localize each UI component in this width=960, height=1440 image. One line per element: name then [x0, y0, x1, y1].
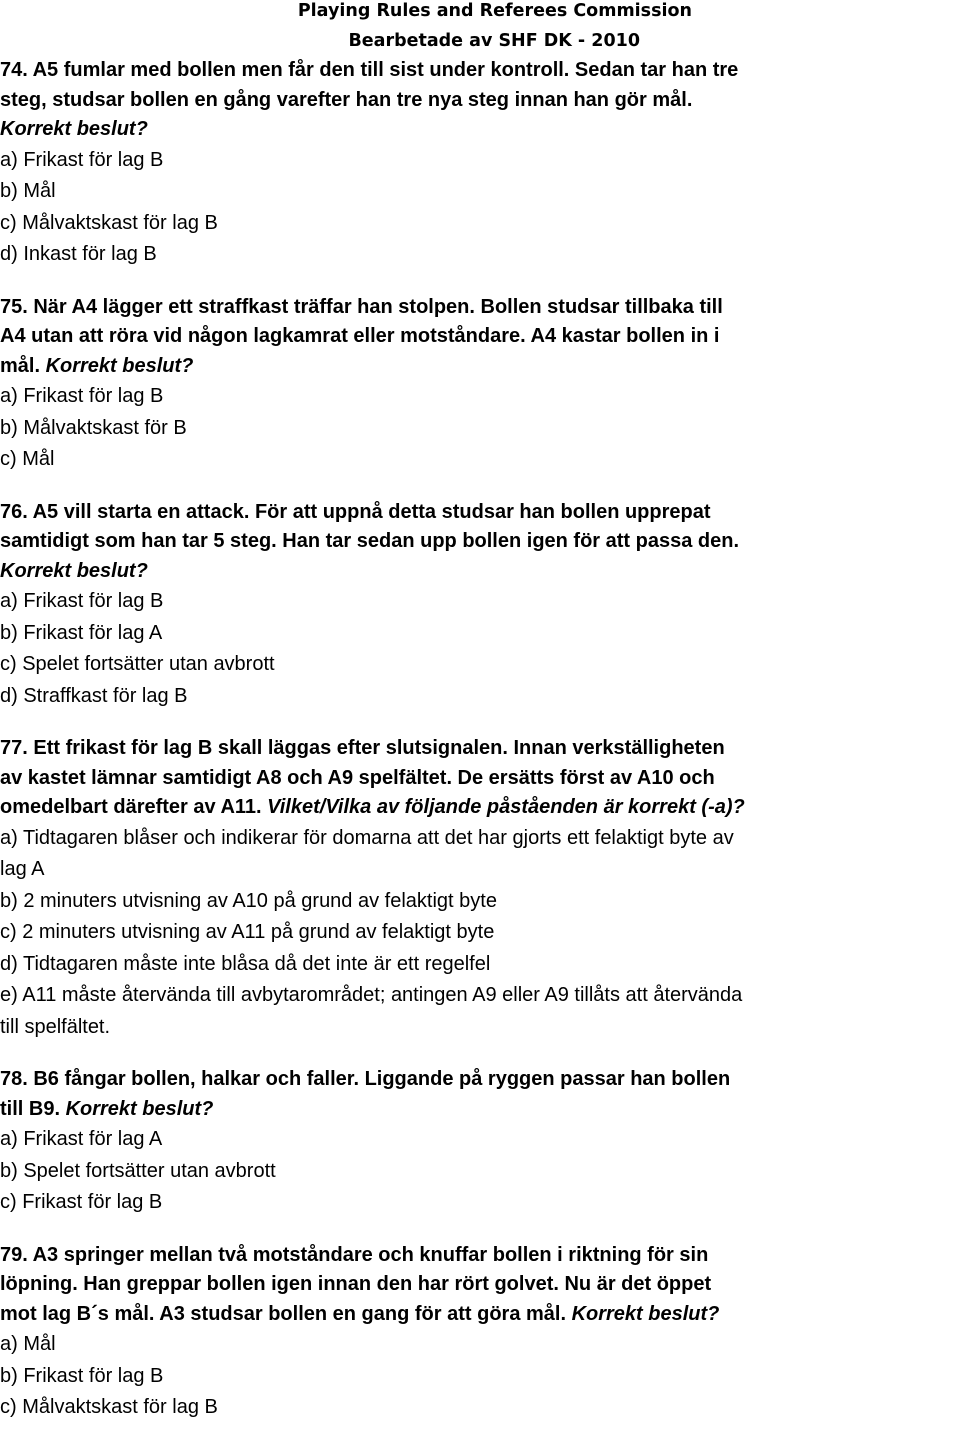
answer-option: b) Frikast för lag A: [0, 621, 163, 644]
question-text: löpning. Han greppar bollen igen innan den har rört golvet. Nu är det öppet: [0, 1273, 712, 1295]
question-text: steg, studsar bollen en gång varefter han tre nya steg innan han gör mål.: [0, 88, 693, 111]
question-text: 76. A5 vill starta en attack. För att uppnå detta studsar han bollen upprepat: [0, 500, 711, 523]
answer-option: b) Spelet fortsätter utan avbrott: [0, 1159, 276, 1182]
question-prompt: Korrekt beslut?: [0, 118, 148, 140]
answer-option: a) Frikast för lag B: [0, 148, 164, 171]
answer-option: c) Spelet fortsätter utan avbrott: [0, 653, 275, 675]
question-text-line: [0, 1095, 960, 1125]
answer-option: c) Mål: [0, 448, 55, 470]
question-text: 78. B6 fångar bollen, halkar och faller. Liggande på ryggen passar han bollen: [0, 1068, 731, 1090]
answer-option: a) Mål: [0, 1333, 56, 1355]
answer-option: a) Frikast för lag B: [0, 590, 164, 612]
answer-option: till spelfältet.: [0, 1015, 111, 1038]
question-text-line: [0, 322, 960, 352]
question-block: [0, 1241, 960, 1424]
answer-option: b) Mål: [0, 180, 56, 202]
header-subtitle: Bearbetade av SHF DK - 2010: [348, 31, 640, 51]
question-text-line: [0, 56, 960, 86]
question-text-line: [0, 557, 960, 587]
answer-option: a) Frikast för lag B: [0, 385, 164, 407]
question-list: [0, 56, 960, 1424]
question-text: 77. Ett frikast för lag B skall läggas efter slutsignalen. Innan verkställigheten: [0, 737, 725, 759]
question-block: [0, 56, 960, 271]
question-text: 74. A5 fumlar med bollen men får den till sist under kontroll. Sedan tar han tre: [0, 59, 739, 81]
answer-option: a) Tidtagaren blåser och indikerar för domarna att det har gjorts ett felaktigt byte av: [0, 826, 734, 849]
question-block: [0, 293, 960, 476]
question-text-line: [0, 86, 960, 116]
question-prompt: Korrekt beslut?: [45, 354, 194, 377]
question-spacer: [0, 271, 960, 293]
question-text-line: [0, 293, 960, 323]
question-text-line: [0, 1241, 960, 1271]
question-text-line: [0, 1270, 960, 1300]
answer-option: e) A11 måste återvända till avbytarområdet; antingen A9 eller A9 tillåts att återvända: [0, 984, 743, 1006]
question-text: 79. A3 springer mellan två motståndare och knuffar bollen i riktning för sin: [0, 1243, 709, 1266]
question-text: mål.: [0, 354, 46, 377]
answer-option: c) Målvaktskast för lag B: [0, 211, 218, 234]
answer-option: c) Målvaktskast för lag B: [0, 1396, 218, 1418]
question-block: [0, 498, 960, 713]
question-text: omedelbart därefter av A11.: [0, 796, 268, 818]
answer-option: lag A: [0, 858, 45, 880]
header-title: Playing Rules and Referees Commission: [297, 1, 692, 21]
question-text: 75. När A4 lägger ett straffkast träffar han stolpen. Bollen studsar tillbaka till: [0, 295, 723, 318]
question-text-line: [0, 115, 960, 145]
answer-option: c) Frikast för lag B: [0, 1191, 163, 1213]
question-block: [0, 734, 960, 1043]
question-text: mot lag B´s mål. A3 studsar bollen en gang för att göra mål.: [0, 1302, 572, 1325]
question-text: av kastet lämnar samtidigt A8 och A9 spelfältet. De ersätts först av A10 och: [0, 766, 715, 789]
question-prompt: Vilket/Vilka av följande påståenden är korrekt (-a)?: [267, 796, 745, 818]
question-text-line: [0, 1300, 960, 1330]
question-prompt: Korrekt beslut?: [0, 559, 148, 582]
question-text: samtidigt som han tar 5 steg. Han tar sedan upp bollen igen för att passa den.: [0, 530, 740, 552]
question-prompt: Korrekt beslut?: [571, 1302, 720, 1325]
answer-option: b) Frikast för lag B: [0, 1364, 164, 1387]
question-spacer: [0, 1043, 960, 1065]
answer-option: c) 2 minuters utvisning av A11 på grund av felaktigt byte: [0, 921, 495, 943]
page-header: [0, 0, 960, 58]
answer-option: b) 2 minuters utvisning av A10 på grund av felaktigt byte: [0, 889, 497, 912]
question-text-line: [0, 352, 960, 382]
answer-option: d) Inkast för lag B: [0, 243, 157, 265]
question-text-line: [0, 734, 960, 764]
question-text: A4 utan att röra vid någon lagkamrat eller motståndare. A4 kastar bollen in i: [0, 325, 720, 347]
question-text-line: [0, 764, 960, 794]
question-text-line: [0, 527, 960, 557]
answer-option: d) Tidtagaren måste inte blåsa då det inte är ett regelfel: [0, 952, 491, 975]
question-spacer: [0, 1219, 960, 1241]
question-block: [0, 1065, 960, 1219]
question-text-line: [0, 793, 960, 823]
answer-option: d) Straffkast för lag B: [0, 684, 188, 707]
question-spacer: [0, 476, 960, 498]
answer-option: b) Målvaktskast för B: [0, 416, 187, 439]
question-spacer: [0, 712, 960, 734]
question-text: till B9.: [0, 1097, 66, 1120]
question-prompt: Korrekt beslut?: [65, 1097, 214, 1120]
answer-option: a) Frikast för lag A: [0, 1128, 163, 1150]
question-text-line: [0, 498, 960, 528]
question-text-line: [0, 1065, 960, 1095]
